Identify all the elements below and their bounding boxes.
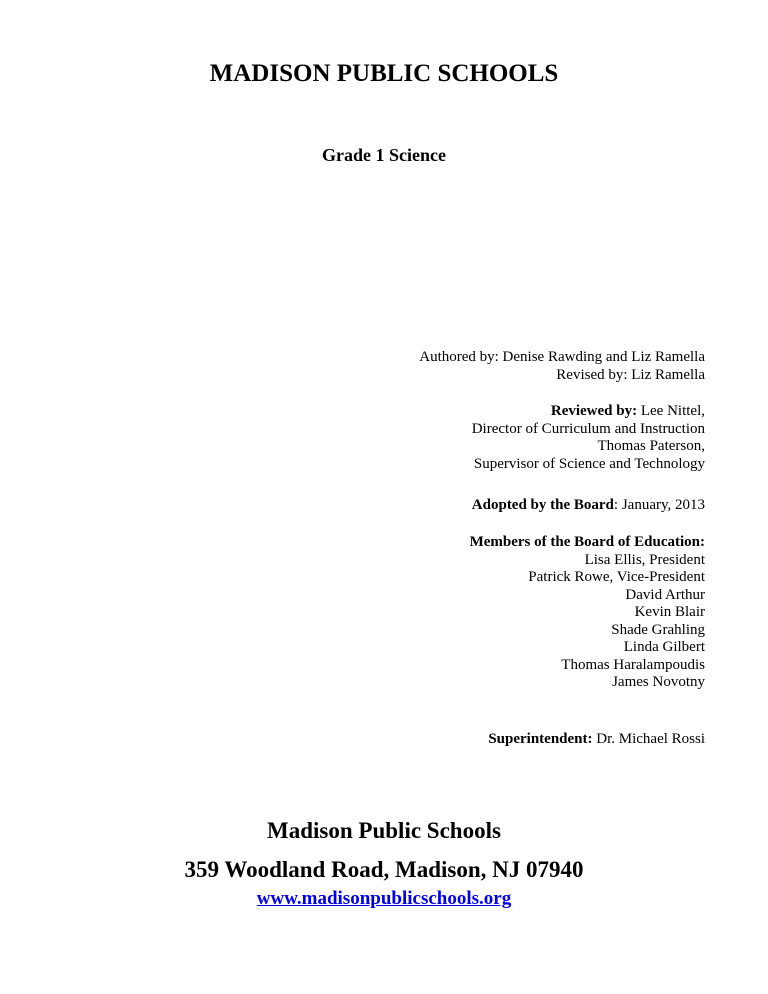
footer-school-name: Madison Public Schools [267, 818, 501, 843]
reviewed-by [472, 403, 705, 421]
superintendent-line [488, 731, 705, 749]
board-member: Patrick Rowe, Vice-President [528, 569, 705, 585]
authored-by: Authored by: Denise Rawding and Liz Ramella [419, 349, 705, 365]
adopted-label: Adopted by the Board [471, 497, 614, 513]
board-block [470, 534, 705, 692]
reviewed-value: Lee Nittel, [637, 403, 705, 419]
board-member: James Novotny [612, 674, 705, 690]
reviewer-line: Thomas Paterson, [597, 438, 705, 454]
footer-website [0, 888, 768, 910]
reviewers-block [472, 403, 705, 473]
superintendent-label: Superintendent: [488, 731, 593, 747]
board-member: David Arthur [625, 586, 705, 603]
board-member: Thomas Haralampoudis [561, 656, 705, 673]
board-member: Lisa Ellis, President [584, 551, 705, 568]
reviewer-line: Director of Curriculum and Instruction [471, 420, 705, 437]
board-member: Shade Grahling [611, 621, 705, 638]
adopted-date: : January, 2013 [613, 497, 705, 513]
reviewed-label: Reviewed by: [550, 403, 638, 419]
document-subtitle: Grade 1 Science [322, 145, 446, 165]
website-link[interactable]: www.madisonpublicschools.org [256, 888, 512, 909]
revised-by: Revised by: Liz Ramella [556, 366, 705, 383]
authors-block [419, 349, 705, 384]
document-title: MADISON PUBLIC SCHOOLS [209, 60, 559, 87]
reviewer-line: Supervisor of Science and Technology [473, 455, 705, 472]
board-member: Linda Gilbert [623, 639, 705, 655]
adopted-line [472, 497, 705, 515]
board-label: Members of the Board of Education: [469, 534, 705, 550]
footer-address: 359 Woodland Road, Madison, NJ 07940 [184, 857, 584, 882]
board-member: Kevin Blair [634, 604, 705, 620]
superintendent-name: Dr. Michael Rossi [592, 731, 705, 747]
